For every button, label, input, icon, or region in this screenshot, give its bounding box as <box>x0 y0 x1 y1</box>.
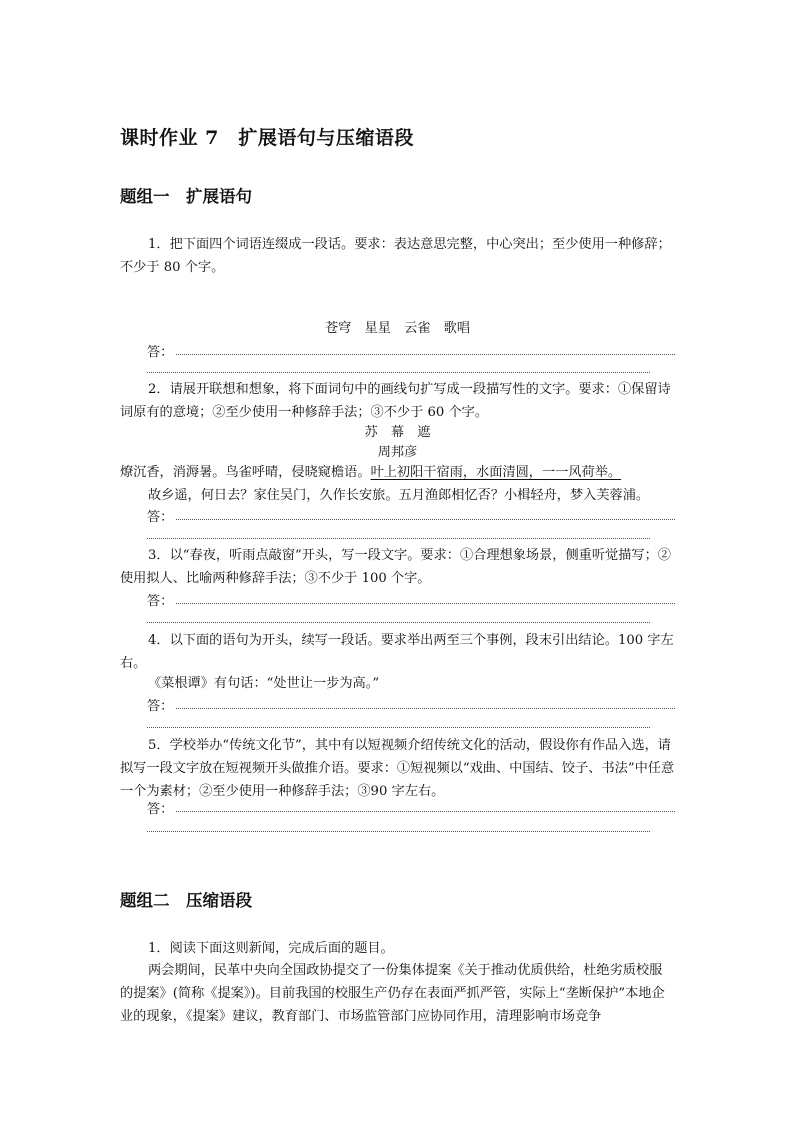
answer-line[interactable] <box>176 354 675 355</box>
answer-label: 答： <box>147 802 174 817</box>
answer-line[interactable] <box>147 622 650 623</box>
poem-author: 周邦彦 <box>377 445 418 460</box>
section-heading-group2: 题组二 压缩语段 <box>120 891 252 910</box>
answer-label: 答： <box>147 510 174 525</box>
question-1-words: 苍穹 星星 云雀 歌唱 <box>324 321 471 336</box>
poem-line-1 <box>120 461 675 484</box>
answer-line[interactable] <box>147 538 650 539</box>
news-passage: 两会期间，民革中央向全国政协提交了一份集体提案《关于推动优质供给，杜绝劣质校服的提案》(简称《提案》)。目前我国的校服生产仍存在表面严抓严管，实际上“垄断保护”本地企业的现象，《提案》建议，教育部门、市场监管部门应协同作用，清理影响市场竞争 <box>120 963 665 1024</box>
answer-line[interactable] <box>147 372 650 373</box>
question-3-text: 3．以“春夜，听雨点敲窗”开头，写一段文字。要求：①合理想象场景，侧重听觉描写；②使用拟人、比喻两种修辞手法；③不少于 100 个字。 <box>120 548 671 586</box>
answer-line[interactable] <box>176 811 675 812</box>
question-5-text: 5．学校举办“传统文化节”，其中有以短视频介绍传统文化的活动，假设你有作品入选，请拟写一段文字放在短视频开头做推介语。要求：①短视频以“戏曲、中国结、饺子、书法”中任意一个为素材；②至少使用一种修辞手法；③90 字左右。 <box>120 738 675 799</box>
poem-line-2: 故乡遥，何日去？家住吴门，久作长安旅。五月渔郎相忆否？小楫轻舟，梦入芙蓉浦。 <box>148 488 650 503</box>
answer-line[interactable] <box>147 831 650 832</box>
answer-line[interactable] <box>176 708 675 709</box>
question-4-quote: 《菜根谭》有句话：“处世让一步为高。” <box>148 676 380 691</box>
poem-line-1-plain: 燎沉香，消溽暑。鸟雀呼晴，侵晓窥檐语。 <box>120 465 371 480</box>
section-heading-group1: 题组一 扩展语句 <box>120 187 252 206</box>
answer-label: 答： <box>147 699 174 714</box>
question-4-text: 4．以下面的语句为开头，续写一段话。要求举出两至三个事例，段末引出结论。100 字左右。 <box>120 633 674 671</box>
poem-title: 苏 幕 遮 <box>364 425 431 440</box>
poem-underlined-sentence: 叶上初阳干宿雨，水面清圆，一一风荷举。 <box>370 465 622 480</box>
answer-line[interactable] <box>176 603 675 604</box>
answer-line[interactable] <box>176 519 675 520</box>
answer-line[interactable] <box>147 727 650 728</box>
group2-question-1-text: 1．阅读下面这则新闻，完成后面的题目。 <box>148 941 394 956</box>
question-2-text: 2．请展开联想和想象，将下面词句中的画线句扩写成一段描写性的文字。要求：①保留诗词原有的意境；②至少使用一种修辞手法；③不少于 60 个字。 <box>120 382 671 420</box>
answer-label: 答： <box>147 594 174 609</box>
page-title: 课时作业 7 扩展语句与压缩语段 <box>120 127 414 149</box>
answer-label: 答： <box>147 345 174 360</box>
question-1-text: 1．把下面四个词语连缀成一段话。要求：表达意思完整，中心突出；至少使用一种修辞；不少于 80 个字。 <box>120 237 671 275</box>
